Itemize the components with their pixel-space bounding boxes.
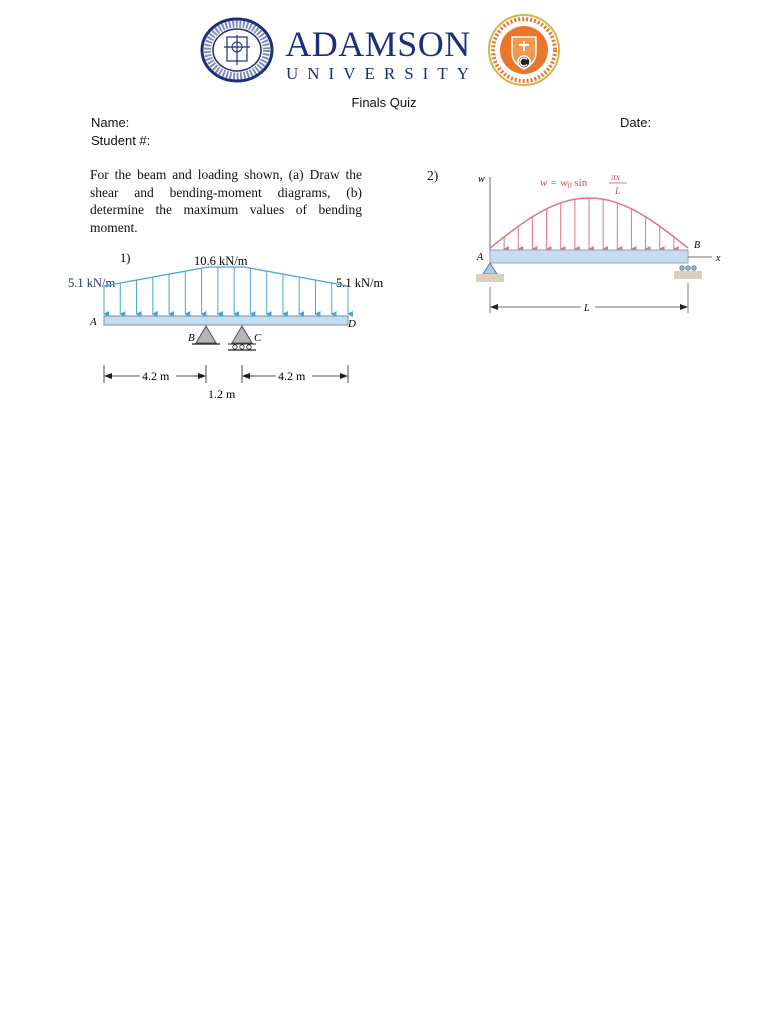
university-name: ADAMSON bbox=[285, 24, 471, 64]
support-b-roller bbox=[680, 266, 697, 271]
point-a-label-2: A bbox=[477, 252, 484, 263]
university-subtitle: UNIVERSITY bbox=[286, 64, 478, 83]
equation-denominator: L bbox=[615, 187, 621, 197]
university-seal-left bbox=[200, 17, 274, 83]
university-wordmark bbox=[268, 24, 488, 84]
problem-2-number: 2) bbox=[427, 168, 439, 183]
distributed-load-outline bbox=[104, 267, 348, 286]
sinusoidal-load-arrows bbox=[504, 198, 674, 249]
beam-2 bbox=[490, 250, 688, 263]
support-a-pin bbox=[483, 263, 497, 274]
x-axis-label: x bbox=[716, 253, 721, 264]
load-left-label: 5.1 kN/m bbox=[68, 276, 116, 290]
date-label: Date: bbox=[620, 115, 652, 130]
problem-1-beam-figure bbox=[60, 245, 400, 410]
w-axis-label: w bbox=[478, 174, 485, 185]
student-number-label: Student #: bbox=[91, 133, 151, 148]
ground-b bbox=[674, 271, 702, 279]
support-b-pin bbox=[196, 326, 216, 343]
problem-1-number: 1) bbox=[120, 251, 131, 265]
point-a-label: A bbox=[90, 316, 97, 328]
beam bbox=[104, 316, 348, 325]
problem-2-beam-figure bbox=[470, 165, 740, 320]
point-b-label-2: B bbox=[694, 240, 701, 251]
load-equation: w = w0 sin bbox=[540, 177, 588, 190]
problem-statement: For the beam and loading shown, (a) Draw the shear and bending-moment diagrams, (b) determine the maximum values of bending moment. bbox=[90, 167, 362, 235]
point-d-label: D bbox=[348, 318, 356, 330]
name-label: Name: bbox=[91, 115, 130, 130]
equation-numerator: πx bbox=[611, 173, 620, 183]
dim-left-label: 4.2 m bbox=[142, 369, 170, 383]
load-right-label: 5.1 kN/m bbox=[336, 276, 384, 290]
engineering-seal-right bbox=[486, 13, 562, 87]
point-c-label: C bbox=[254, 332, 262, 344]
dim-mid-label: 1.2 m bbox=[208, 387, 236, 401]
support-c-roller bbox=[232, 326, 252, 343]
quiz-title: Finals Quiz bbox=[351, 95, 417, 110]
dim-right-label: 4.2 m bbox=[278, 369, 306, 383]
span-label: L bbox=[584, 303, 590, 314]
distributed-load-arrows bbox=[104, 267, 348, 314]
load-mid-label: 10.6 kN/m bbox=[194, 254, 248, 268]
point-b-label: B bbox=[188, 332, 195, 344]
ground-a bbox=[476, 274, 504, 282]
